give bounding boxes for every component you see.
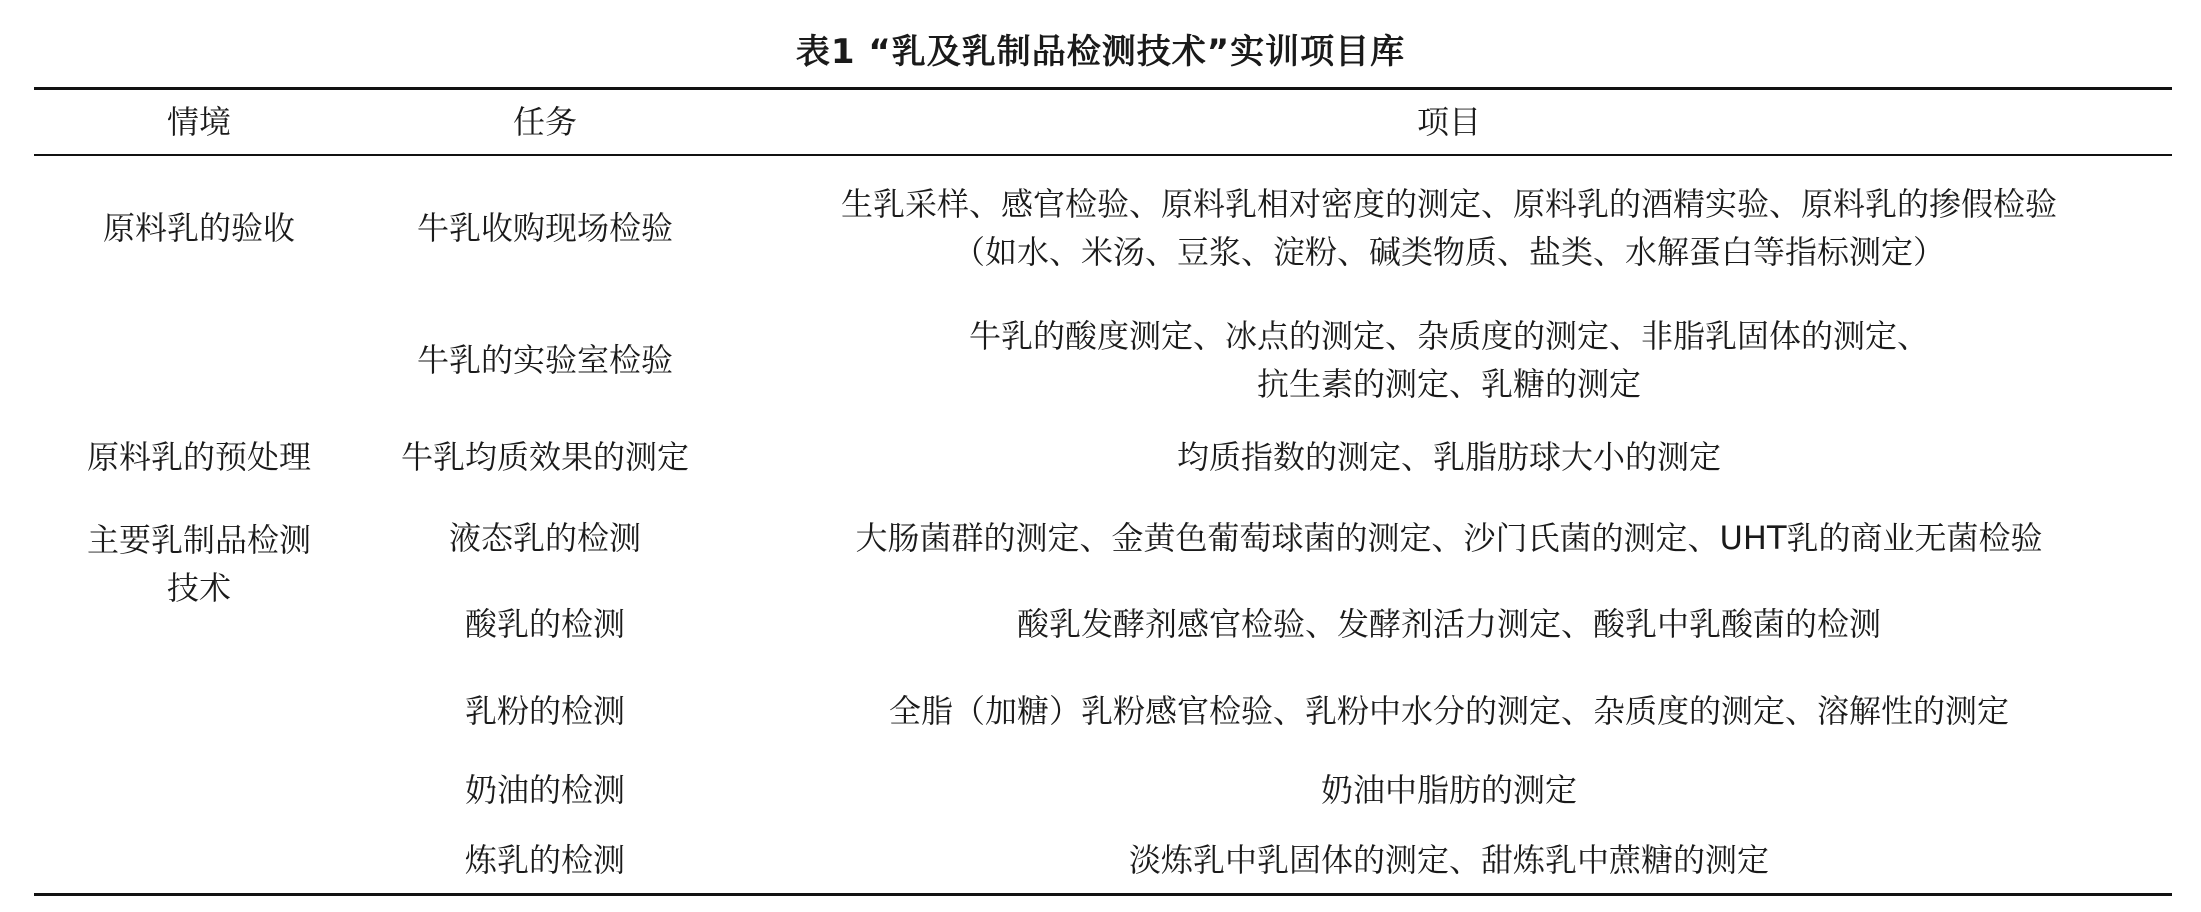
header-situation: 情境 [166,103,231,141]
project-text-line: 生乳采样、感官检验、原料乳相对密度的测定、原料乳的酒精实验、原料乳的掺假检验 [840,185,2057,223]
table-cell-task: 奶油的检测 [464,771,625,809]
project-text-line: 奶油中脂肪的测定 [1320,771,1577,809]
project-text-line: 牛乳的酸度测定、冰点的测定、杂质度的测定、非脂乳固体的测定、 [968,317,1929,355]
situation-text: 原料乳的验收 [102,209,295,247]
table-cell-project [726,766,2172,814]
table-cell-project [726,433,2172,481]
table-cell-task: 乳粉的检测 [464,692,625,730]
header-task: 任务 [512,103,577,141]
table-cell-task: 酸乳的检测 [464,605,625,643]
table-caption: 表1 “乳及乳制品检测技术”实训项目库 [795,32,1406,72]
project-text-line: 全脂（加糖）乳粉感官检验、乳粉中水分的测定、杂质度的测定、溶解性的测定 [888,692,2009,730]
table-cell-situation [34,516,364,612]
header-project: 项目 [1416,103,1481,141]
table-cell-task: 液态乳的检测 [448,519,641,557]
table-cell-task: 牛乳收购现场检验 [416,209,673,247]
project-text-line: 均质指数的测定、乳脂肪球大小的测定 [1176,438,1721,476]
table-cell-task: 炼乳的检测 [464,841,625,879]
table-bottom-rule [34,893,2172,896]
table-top-rule [34,87,2172,90]
situation-text: 主要乳制品检测 [86,521,311,559]
table-cell-situation [34,433,364,481]
table-cell-situation [34,204,364,252]
table-header-rule [34,154,2172,156]
project-text-line: 酸乳发酵剂感官检验、发酵剂活力测定、酸乳中乳酸菌的检测 [1016,605,1881,643]
table-cell-project [726,180,2172,276]
table-cell-project [726,836,2172,884]
table-cell-project [726,687,2172,735]
project-text-line: 大肠菌群的测定、金黄色葡萄球菌的测定、沙门氏菌的测定、UHT乳的商业无菌检验 [855,519,2043,557]
situation-text: 原料乳的预处理 [86,438,311,476]
situation-text: 技术 [166,569,231,607]
table-cell-task: 牛乳的实验室检验 [416,341,673,379]
table-cell-project [726,312,2172,408]
project-text-line: （如水、米汤、豆浆、淀粉、碱类物质、盐类、水解蛋白等指标测定） [952,233,1945,271]
project-text-line: 淡炼乳中乳固体的测定、甜炼乳中蔗糖的测定 [1128,841,1769,879]
project-text-line: 抗生素的测定、乳糖的测定 [1256,365,1641,403]
table-cell-task: 牛乳均质效果的测定 [400,438,689,476]
table-cell-project [726,514,2172,562]
table-cell-project [726,600,2172,648]
